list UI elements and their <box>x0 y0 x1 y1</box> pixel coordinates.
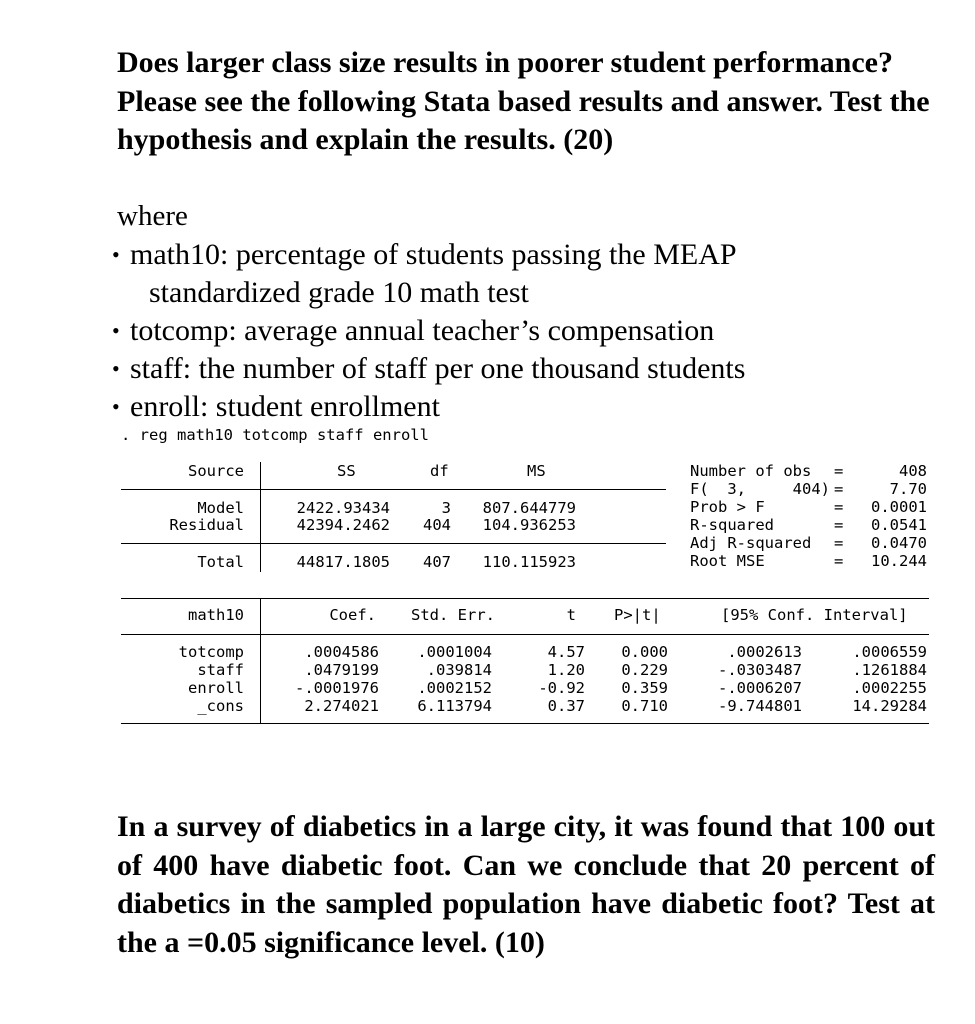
stata-command: . reg math10 totcomp staff enroll <box>121 426 429 444</box>
bullet-icon: • <box>112 394 120 419</box>
stat-label: F( 3, 404) <box>690 480 830 498</box>
where-label: where <box>117 200 188 232</box>
coef-row-p: 0.229 <box>621 661 668 679</box>
stat-label: R-squared <box>690 516 774 534</box>
question-2-text: In a survey of diabetics in a large city, it was found that 100 out of 400 have diabetic foot. Can we conclude that 20 percent of diabetics in the sampled population have diabetic foot? Test at the a =0.05 significance level. (10) <box>117 810 935 959</box>
coef-row-coef: 2.274021 <box>304 697 379 715</box>
anova-rule-bottom <box>121 543 666 544</box>
coef-header-ci: [95% Conf. Interval] <box>721 606 908 624</box>
coef-header-se: Std. Err. <box>411 606 495 624</box>
anova-row-df: 407 <box>423 553 451 571</box>
definition-text: totcomp: average annual teacher’s compensation <box>130 314 715 347</box>
coef-row-ci-high: .0006559 <box>852 643 927 661</box>
definition-text: math10: percentage of students passing the MEAP <box>130 238 737 271</box>
stat-value: 0.0001 <box>871 498 927 516</box>
stat-equals: = <box>834 534 844 552</box>
definition-text: enroll: student enrollment <box>130 390 440 423</box>
coef-row-ci-low: .0002613 <box>727 643 802 661</box>
coef-row-se: .039814 <box>426 661 492 679</box>
anova-vertical-rule <box>260 462 261 572</box>
anova-header-ms: MS <box>527 462 546 480</box>
stat-value: 0.0470 <box>871 534 927 552</box>
coef-header-p: P>|t| <box>614 606 661 624</box>
bullet-icon: • <box>112 242 120 267</box>
anova-row-ms: 110.115923 <box>482 553 576 571</box>
anova-header-ss: SS <box>337 462 356 480</box>
stat-value: 0.0541 <box>871 516 927 534</box>
definition-continuation: standardized grade 10 math test <box>149 276 529 309</box>
coef-row-ci-low: -.0303487 <box>718 661 802 679</box>
anova-header-source: Source <box>188 462 244 480</box>
stat-value: 10.244 <box>871 552 927 570</box>
stat-equals: = <box>834 498 844 516</box>
bullet-icon: • <box>112 318 120 343</box>
bullet-icon: • <box>112 356 120 381</box>
anova-row-ss: 44817.1805 <box>296 553 390 571</box>
coef-row-se: .0001004 <box>417 643 492 661</box>
coef-rule-bottom <box>121 723 929 724</box>
coef-row-var: enroll <box>188 679 244 697</box>
coef-row-t: -0.92 <box>538 679 585 697</box>
coef-header-t: t <box>566 606 576 624</box>
anova-row-ms: 104.936253 <box>482 516 576 534</box>
coef-row-se: 6.113794 <box>417 697 492 715</box>
stat-equals: = <box>834 552 844 570</box>
coef-row-se: .0002152 <box>417 679 492 697</box>
coef-vertical-rule <box>260 598 261 723</box>
coef-row-var: staff <box>197 661 244 679</box>
coef-rule-top <box>121 598 929 599</box>
anova-row-source: Total <box>197 553 244 571</box>
coef-row-ci-low: -9.744801 <box>718 697 802 715</box>
anova-row-df: 3 <box>441 499 451 517</box>
anova-row-source: Residual <box>169 516 244 534</box>
anova-row-ss: 42394.2462 <box>296 516 390 534</box>
anova-rule-top <box>121 489 666 490</box>
coef-row-coef: -.0001976 <box>295 679 379 697</box>
anova-row-ss: 2422.93434 <box>296 499 390 517</box>
stat-value: 7.70 <box>889 480 927 498</box>
coef-rule-mid <box>121 634 929 635</box>
coef-row-t: 4.57 <box>547 643 585 661</box>
coef-header-coef: Coef. <box>329 606 376 624</box>
anova-row-df: 404 <box>423 516 451 534</box>
coef-row-p: 0.000 <box>621 643 668 661</box>
stat-label: Adj R-squared <box>690 534 812 552</box>
stat-equals: = <box>834 480 844 498</box>
anova-row-source: Model <box>197 499 244 517</box>
coef-row-coef: .0479199 <box>304 661 379 679</box>
coef-row-ci-high: .0002255 <box>852 679 927 697</box>
stat-value: 408 <box>899 462 927 480</box>
coef-row-ci-high: .1261884 <box>852 661 927 679</box>
coef-row-coef: .0004586 <box>304 643 379 661</box>
coef-row-ci-low: -.0006207 <box>718 679 802 697</box>
coef-header-var: math10 <box>188 606 244 624</box>
anova-row-ms: 807.644779 <box>482 499 576 517</box>
coef-row-var: _cons <box>197 697 244 715</box>
coef-row-t: 1.20 <box>547 661 585 679</box>
question-1-text: Does larger class size results in poorer student performance? Please see the following Stata based results and answer. Test the hypothesis and explain the results. (20) <box>117 46 930 156</box>
coef-row-var: totcomp <box>178 643 244 661</box>
anova-header-df: df <box>430 462 449 480</box>
stat-label: Number of obs <box>690 462 812 480</box>
coef-row-ci-high: 14.29284 <box>852 697 927 715</box>
coef-row-t: 0.37 <box>547 697 585 715</box>
definition-text: staff: the number of staff per one thousand students <box>130 352 746 385</box>
stat-label: Root MSE <box>690 552 765 570</box>
stat-equals: = <box>834 462 844 480</box>
stat-equals: = <box>834 516 844 534</box>
coef-row-p: 0.359 <box>621 679 668 697</box>
stat-label: Prob > F <box>690 498 765 516</box>
coef-row-p: 0.710 <box>621 697 668 715</box>
